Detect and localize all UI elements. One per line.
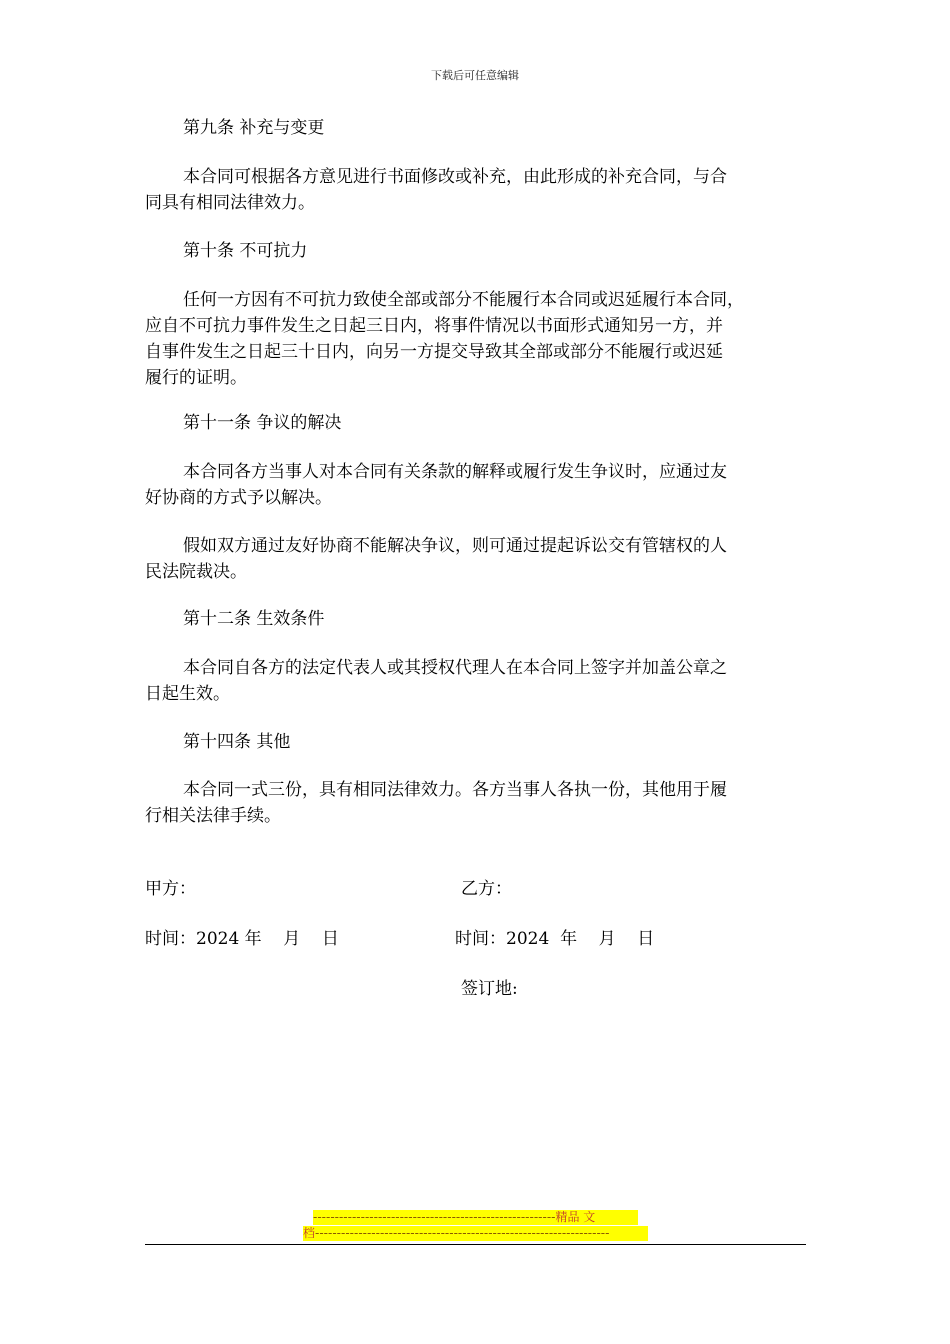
footer-word-1: 精品 文: [555, 1210, 596, 1224]
article-14-paragraph-1-line-1: 本合同一式三份，具有相同法律效力。各方当事人各执一份，其他用于履: [183, 780, 727, 800]
page-header: 下载后可任意编辑: [431, 69, 519, 82]
article-11-paragraph-2-line-1: 假如双方通过友好协商不能解决争议，则可通过提起诉讼交有管辖权的人: [183, 536, 727, 556]
article-9-heading: 第九条 补充与变更: [183, 118, 325, 138]
party-a-label: 甲方：: [145, 879, 196, 899]
article-12-paragraph-1-line-1: 本合同自各方的法定代表人或其授权代理人在本合同上签字并加盖公章之: [183, 658, 727, 678]
footer-dashes-2: --------------------------------------------------------------------: [315, 1226, 610, 1240]
article-10-paragraph-1-line-2: 应自不可抗力事件发生之日起三日内，将事件情况以书面形式通知另一方，并: [145, 316, 723, 336]
article-10-paragraph-1-line-4: 履行的证明。: [145, 368, 247, 388]
article-10-paragraph-1-line-3: 自事件发生之日起三十日内，向另一方提交导致其全部或部分不能履行或迟延: [145, 342, 723, 362]
footer-rule: [145, 1244, 806, 1245]
article-14-paragraph-1-line-2: 行相关法律手续。: [145, 806, 281, 826]
article-10-heading: 第十条 不可抗力: [183, 241, 308, 261]
article-9-paragraph-1-line-2: 同具有相同法律效力。: [145, 193, 315, 213]
signing-place-label: 签订地:: [461, 979, 518, 999]
article-12-paragraph-1-line-2: 日起生效。: [145, 684, 230, 704]
footer-dashes-1: --------------------------------------------------------: [313, 1210, 556, 1224]
party-b-time: 时间：2024 年 月 日: [455, 929, 655, 949]
article-11-paragraph-1-line-1: 本合同各方当事人对本合同有关条款的解释或履行发生争议时，应通过友: [183, 462, 727, 482]
footer-watermark-line-1: [313, 1210, 638, 1225]
article-11-heading: 第十一条 争议的解决: [183, 413, 342, 433]
footer-watermark-line-2: [303, 1226, 648, 1241]
article-10-paragraph-1-line-1: 任何一方因有不可抗力致使全部或部分不能履行本合同或迟延履行本合同，: [183, 290, 744, 310]
article-9-paragraph-1-line-1: 本合同可根据各方意见进行书面修改或补充，由此形成的补充合同，与合: [183, 167, 727, 187]
party-a-time: 时间：2024 年 月 日: [145, 929, 339, 949]
article-11-paragraph-2-line-2: 民法院裁决。: [145, 562, 247, 582]
article-11-paragraph-1-line-2: 好协商的方式予以解决。: [145, 488, 332, 508]
footer-word-2: 档: [303, 1226, 316, 1240]
article-14-heading: 第十四条 其他: [183, 732, 291, 752]
article-12-heading: 第十二条 生效条件: [183, 609, 325, 629]
party-b-label: 乙方：: [461, 879, 512, 899]
